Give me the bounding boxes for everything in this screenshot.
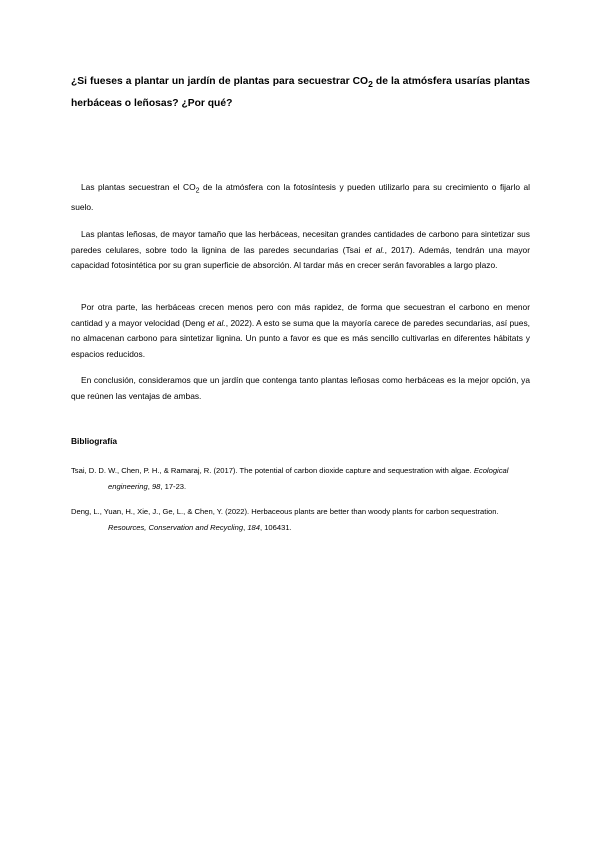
paragraph-1-end: de la atmósfera con la fotosíntesis y pueden utilizarlo para su crecimiento o fijarlo al suelo. [71,182,531,212]
paragraph-4 [71,373,530,404]
reference-1-authors: Tsai, D. D. W., Chen, P. H., & Ramaraj, R. (2017). The potential of carbon dioxide capture and sequestration with algae. [71,466,474,475]
paragraph-3-etal: et al. [207,317,226,328]
reference-1-journal: Ecological engineering [108,466,509,491]
reference-2-volume: 184 [247,523,260,532]
reference-2 [71,504,530,536]
reference-1 [71,463,530,495]
bibliography-heading: Bibliografía [71,436,118,446]
question-subscript: 2 [368,79,373,90]
reference-1-pages: , 17-23. [160,482,187,491]
paragraph-1 [71,180,530,215]
paragraph-2-etal: et al. [364,244,385,255]
paragraph-3 [71,300,530,362]
reference-1-sep: , [147,482,152,491]
paragraph-1-start: Las plantas secuestran el CO [81,182,196,193]
reference-2-pages: , 106431. [259,523,292,532]
question-title [71,72,530,113]
paragraph-1-subscript: 2 [195,188,200,196]
reference-2-authors: Deng, L., Yuan, H., Xie, J., Ge, L., & Chen, Y. (2022). Herbaceous plants are better than woody plants for carbon sequestration. [71,507,499,516]
paragraph-3-start: Por otra parte, las herbáceas crecen menos pero con más rapidez, de forma que secuestran el carbono en menor cantidad y a mayor velocidad (Deng [71,302,530,328]
reference-2-sep: , [243,523,248,532]
reference-2-journal: Resources, Conservation and Recycling [108,523,244,532]
reference-1-volume: 98 [151,482,161,491]
paragraph-2 [71,227,530,274]
paragraph-2-start: Las plantas leñosas, de mayor tamaño que las herbáceas, necesitan grandes cantidades de carbono para sintetizar sus paredes celulares, sobre todo la lignina de las paredes secundarias (Tsai [71,229,530,255]
paragraph-2-end: , 2017). Además, tendrán una mayor capacidad fotosintética por su gran superficie de absorción. Al tardar más en crecer serán favorables a largo plazo. [71,244,530,271]
paragraph-3-end: , 2022). A esto se suma que la mayoría carece de paredes secundarias, así pues, no almacenan carbono para sintetizar lignina. Un punto a favor es que es más sencillo cultivarlas en diferentes hábitats y espacios reducidos. [71,317,530,359]
question-text-end: de la atmósfera usarías plantas herbáceas o leñosas? ¿Por qué? [71,76,530,110]
paragraph-4-text: En conclusión, consideramos que un jardín que contenga tanto plantas leñosas como herbáceas es la mejor opción, ya que reúnen las ventajas de ambas. [71,375,530,401]
question-text-start: ¿Si fueses a plantar un jardín de plantas para secuestrar CO [71,76,369,87]
